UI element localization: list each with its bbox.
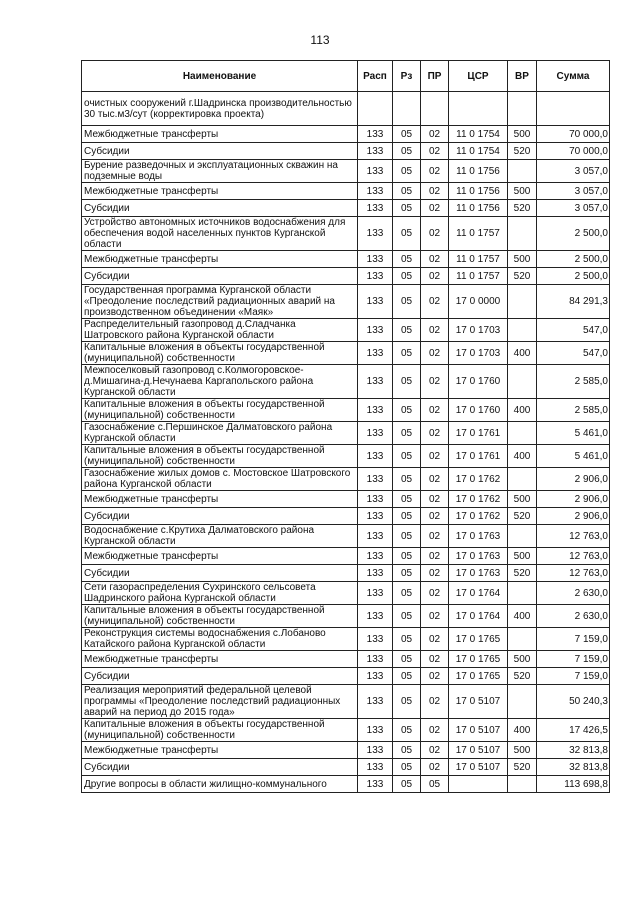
cell-sum: 2 906,0 (537, 508, 610, 525)
cell-rz: 05 (393, 251, 421, 268)
budget-table (81, 60, 610, 793)
table-row (82, 605, 610, 628)
cell-rasp: 133 (358, 445, 393, 468)
cell-name: Государственная программа Курганской области «Преодоление последствий радиационных аварий на производственном объединении «Маяк» (82, 285, 358, 319)
cell-pr: 02 (421, 508, 449, 525)
table-row (82, 668, 610, 685)
table-row (82, 548, 610, 565)
cell-pr: 02 (421, 268, 449, 285)
header-vr: ВР (508, 61, 537, 92)
cell-pr: 02 (421, 491, 449, 508)
cell-rasp: 133 (358, 342, 393, 365)
cell-csr (449, 92, 508, 126)
cell-sum: 2 585,0 (537, 365, 610, 399)
cell-csr: 11 0 1756 (449, 200, 508, 217)
cell-sum: 2 585,0 (537, 399, 610, 422)
cell-csr: 17 0 1760 (449, 399, 508, 422)
cell-csr: 17 0 1760 (449, 365, 508, 399)
cell-sum: 12 763,0 (537, 525, 610, 548)
cell-rasp: 133 (358, 251, 393, 268)
cell-vr: 520 (508, 668, 537, 685)
cell-pr: 02 (421, 719, 449, 742)
cell-vr (508, 422, 537, 445)
cell-sum: 7 159,0 (537, 668, 610, 685)
table-row (82, 776, 610, 793)
cell-pr: 02 (421, 582, 449, 605)
table-row (82, 422, 610, 445)
cell-rasp: 133 (358, 399, 393, 422)
cell-name: Межбюджетные трансферты (82, 183, 358, 200)
cell-rasp: 133 (358, 491, 393, 508)
cell-name: Субсидии (82, 565, 358, 582)
cell-sum: 32 813,8 (537, 742, 610, 759)
cell-rz: 05 (393, 742, 421, 759)
cell-rz: 05 (393, 160, 421, 183)
cell-rasp: 133 (358, 268, 393, 285)
table-row (82, 685, 610, 719)
cell-sum: 84 291,3 (537, 285, 610, 319)
cell-rz: 05 (393, 342, 421, 365)
cell-vr: 520 (508, 508, 537, 525)
cell-pr: 05 (421, 776, 449, 793)
table-row (82, 525, 610, 548)
cell-csr: 11 0 1754 (449, 143, 508, 160)
header-rz: Рз (393, 61, 421, 92)
cell-vr: 520 (508, 565, 537, 582)
cell-vr (508, 365, 537, 399)
cell-rz: 05 (393, 651, 421, 668)
cell-name: Сети газораспределения Сухринского сельсовета Шадринского района Курганской области (82, 582, 358, 605)
cell-sum: 12 763,0 (537, 565, 610, 582)
cell-rasp: 133 (358, 719, 393, 742)
table-row (82, 582, 610, 605)
cell-pr: 02 (421, 342, 449, 365)
cell-rz: 05 (393, 200, 421, 217)
cell-rz: 05 (393, 445, 421, 468)
cell-name: Межбюджетные трансферты (82, 651, 358, 668)
cell-rz: 05 (393, 365, 421, 399)
cell-name: Субсидии (82, 759, 358, 776)
cell-sum: 2 500,0 (537, 251, 610, 268)
cell-pr: 02 (421, 399, 449, 422)
cell-name: Межбюджетные трансферты (82, 126, 358, 143)
cell-pr: 02 (421, 183, 449, 200)
cell-vr: 400 (508, 605, 537, 628)
cell-vr (508, 685, 537, 719)
cell-vr: 400 (508, 399, 537, 422)
cell-vr (508, 160, 537, 183)
cell-sum: 5 461,0 (537, 445, 610, 468)
cell-sum (537, 92, 610, 126)
cell-csr: 17 0 1761 (449, 422, 508, 445)
table-row (82, 759, 610, 776)
cell-sum: 2 500,0 (537, 268, 610, 285)
cell-sum: 70 000,0 (537, 143, 610, 160)
table-row (82, 719, 610, 742)
cell-sum: 2 906,0 (537, 491, 610, 508)
cell-name: Субсидии (82, 268, 358, 285)
cell-csr: 11 0 1757 (449, 251, 508, 268)
page-number: 113 (310, 33, 330, 47)
cell-sum: 2 906,0 (537, 468, 610, 491)
cell-rz: 05 (393, 565, 421, 582)
cell-rasp (358, 92, 393, 126)
cell-vr: 500 (508, 651, 537, 668)
table-row (82, 651, 610, 668)
cell-vr: 400 (508, 445, 537, 468)
cell-rz: 05 (393, 776, 421, 793)
table-row (82, 183, 610, 200)
cell-vr: 520 (508, 268, 537, 285)
cell-vr: 500 (508, 251, 537, 268)
cell-rasp: 133 (358, 319, 393, 342)
cell-pr: 02 (421, 285, 449, 319)
cell-rasp: 133 (358, 651, 393, 668)
cell-vr: 520 (508, 143, 537, 160)
cell-pr (421, 92, 449, 126)
cell-sum: 70 000,0 (537, 126, 610, 143)
cell-pr: 02 (421, 445, 449, 468)
cell-rasp: 133 (358, 143, 393, 160)
cell-rasp: 133 (358, 126, 393, 143)
cell-name: Субсидии (82, 143, 358, 160)
cell-rasp: 133 (358, 468, 393, 491)
header-rasp: Расп (358, 61, 393, 92)
cell-rasp: 133 (358, 160, 393, 183)
table-row (82, 491, 610, 508)
cell-csr: 11 0 1757 (449, 217, 508, 251)
cell-vr: 500 (508, 183, 537, 200)
header-sum: Сумма (537, 61, 610, 92)
cell-pr: 02 (421, 548, 449, 565)
cell-sum: 547,0 (537, 342, 610, 365)
table-row (82, 508, 610, 525)
table-header-row (82, 61, 610, 92)
table-row (82, 126, 610, 143)
cell-rz: 05 (393, 719, 421, 742)
cell-csr: 17 0 1761 (449, 445, 508, 468)
table-row (82, 160, 610, 183)
table-row (82, 399, 610, 422)
table-row (82, 365, 610, 399)
cell-csr: 17 0 5107 (449, 742, 508, 759)
cell-rasp: 133 (358, 668, 393, 685)
cell-csr: 17 0 1765 (449, 628, 508, 651)
cell-name: Межбюджетные трансферты (82, 548, 358, 565)
cell-rz: 05 (393, 217, 421, 251)
cell-name: Субсидии (82, 508, 358, 525)
cell-pr: 02 (421, 628, 449, 651)
cell-csr: 17 0 5107 (449, 719, 508, 742)
cell-rz: 05 (393, 582, 421, 605)
cell-rasp: 133 (358, 365, 393, 399)
cell-csr: 17 0 1764 (449, 582, 508, 605)
cell-csr (449, 776, 508, 793)
cell-pr: 02 (421, 759, 449, 776)
header-pr: ПР (421, 61, 449, 92)
table-row (82, 342, 610, 365)
cell-rasp: 133 (358, 565, 393, 582)
cell-rasp: 133 (358, 685, 393, 719)
cell-sum: 113 698,8 (537, 776, 610, 793)
cell-rz: 05 (393, 143, 421, 160)
cell-sum: 3 057,0 (537, 183, 610, 200)
cell-csr: 17 0 1763 (449, 525, 508, 548)
cell-rasp: 133 (358, 628, 393, 651)
cell-rz: 05 (393, 491, 421, 508)
cell-name: Устройство автономных источников водоснабжения для обеспечения водой населенных пунктов Курганской области (82, 217, 358, 251)
cell-csr: 17 0 1703 (449, 342, 508, 365)
cell-rz: 05 (393, 668, 421, 685)
cell-sum: 7 159,0 (537, 651, 610, 668)
cell-csr: 17 0 1703 (449, 319, 508, 342)
cell-name: Капитальные вложения в объекты государственной (муниципальной) собственности (82, 719, 358, 742)
cell-name: Межбюджетные трансферты (82, 491, 358, 508)
table-row (82, 217, 610, 251)
cell-name: очистных сооружений г.Шадринска производительностью 30 тыс.м3/сут (корректировка проекта) (82, 92, 358, 126)
cell-vr (508, 628, 537, 651)
table-row (82, 628, 610, 651)
cell-name: Межбюджетные трансферты (82, 742, 358, 759)
cell-csr: 17 0 1765 (449, 651, 508, 668)
cell-rasp: 133 (358, 525, 393, 548)
cell-csr: 17 0 5107 (449, 685, 508, 719)
table-row (82, 268, 610, 285)
cell-rasp: 133 (358, 742, 393, 759)
cell-rz: 05 (393, 525, 421, 548)
cell-sum: 32 813,8 (537, 759, 610, 776)
cell-rasp: 133 (358, 582, 393, 605)
cell-name: Другие вопросы в области жилищно-коммунального (82, 776, 358, 793)
cell-rz: 05 (393, 183, 421, 200)
cell-pr: 02 (421, 422, 449, 445)
cell-pr: 02 (421, 251, 449, 268)
cell-vr (508, 525, 537, 548)
cell-rz: 05 (393, 685, 421, 719)
cell-pr: 02 (421, 668, 449, 685)
cell-vr (508, 92, 537, 126)
cell-rasp: 133 (358, 548, 393, 565)
cell-name: Капитальные вложения в объекты государственной (муниципальной) собственности (82, 342, 358, 365)
cell-pr: 02 (421, 365, 449, 399)
cell-vr: 500 (508, 742, 537, 759)
cell-rasp: 133 (358, 422, 393, 445)
cell-name: Реконструкция системы водоснабжения с.Лобаново Катайского района Курганской области (82, 628, 358, 651)
cell-pr: 02 (421, 565, 449, 582)
cell-rz: 05 (393, 759, 421, 776)
cell-sum: 2 500,0 (537, 217, 610, 251)
cell-vr (508, 285, 537, 319)
cell-pr: 02 (421, 742, 449, 759)
cell-pr: 02 (421, 319, 449, 342)
cell-rasp: 133 (358, 605, 393, 628)
cell-csr: 17 0 0000 (449, 285, 508, 319)
cell-rasp: 133 (358, 759, 393, 776)
cell-sum: 547,0 (537, 319, 610, 342)
table-row (82, 445, 610, 468)
cell-sum: 2 630,0 (537, 605, 610, 628)
cell-name: Субсидии (82, 200, 358, 217)
cell-vr: 520 (508, 200, 537, 217)
cell-name: Бурение разведочных и эксплуатационных скважин на подземные воды (82, 160, 358, 183)
cell-pr: 02 (421, 200, 449, 217)
header-csr: ЦСР (449, 61, 508, 92)
cell-csr: 17 0 1763 (449, 565, 508, 582)
table-row (82, 319, 610, 342)
cell-vr: 520 (508, 759, 537, 776)
table-row (82, 143, 610, 160)
cell-pr: 02 (421, 126, 449, 143)
cell-sum: 2 630,0 (537, 582, 610, 605)
cell-csr: 11 0 1757 (449, 268, 508, 285)
cell-pr: 02 (421, 651, 449, 668)
cell-rz: 05 (393, 548, 421, 565)
cell-rasp: 133 (358, 200, 393, 217)
cell-csr: 11 0 1756 (449, 160, 508, 183)
cell-csr: 17 0 1765 (449, 668, 508, 685)
cell-rasp: 133 (358, 183, 393, 200)
cell-name: Межбюджетные трансферты (82, 251, 358, 268)
cell-pr: 02 (421, 525, 449, 548)
cell-name: Капитальные вложения в объекты государственной (муниципальной) собственности (82, 445, 358, 468)
header-name: Наименование (82, 61, 358, 92)
cell-rasp: 133 (358, 776, 393, 793)
cell-rz: 05 (393, 605, 421, 628)
table-row (82, 742, 610, 759)
cell-csr: 17 0 1763 (449, 548, 508, 565)
cell-vr: 500 (508, 126, 537, 143)
cell-vr (508, 582, 537, 605)
cell-name: Реализация мероприятий федеральной целевой программы «Преодоление последствий радиационных аварий на период до 2015 года» (82, 685, 358, 719)
cell-rz (393, 92, 421, 126)
cell-csr: 17 0 1762 (449, 468, 508, 491)
cell-pr: 02 (421, 605, 449, 628)
cell-rz: 05 (393, 508, 421, 525)
cell-rasp: 133 (358, 508, 393, 525)
cell-vr (508, 319, 537, 342)
cell-rz: 05 (393, 399, 421, 422)
cell-vr: 500 (508, 491, 537, 508)
cell-rz: 05 (393, 422, 421, 445)
cell-rz: 05 (393, 285, 421, 319)
cell-vr: 400 (508, 342, 537, 365)
cell-vr (508, 217, 537, 251)
cell-name: Распределительный газопровод д.Сладчанка Шатровского района Курганской области (82, 319, 358, 342)
cell-rz: 05 (393, 126, 421, 143)
cell-sum: 12 763,0 (537, 548, 610, 565)
cell-csr: 17 0 1764 (449, 605, 508, 628)
cell-pr: 02 (421, 685, 449, 719)
cell-vr: 500 (508, 548, 537, 565)
cell-pr: 02 (421, 217, 449, 251)
cell-rasp: 133 (358, 217, 393, 251)
table-row (82, 200, 610, 217)
table-row (82, 251, 610, 268)
table-row (82, 565, 610, 582)
cell-rz: 05 (393, 268, 421, 285)
cell-csr: 17 0 1762 (449, 508, 508, 525)
cell-csr: 17 0 5107 (449, 759, 508, 776)
cell-name: Газоснабжение с.Першинское Далматовского района Курганской области (82, 422, 358, 445)
cell-vr (508, 468, 537, 491)
cell-name: Водоснабжение с.Крутиха Далматовского района Курганской области (82, 525, 358, 548)
cell-name: Субсидии (82, 668, 358, 685)
cell-sum: 50 240,3 (537, 685, 610, 719)
cell-name: Межпоселковый газопровод с.Колмогоровское-д.Мишагина-д.Нечунаева Каргапольского района Курганской области (82, 365, 358, 399)
cell-name: Капитальные вложения в объекты государственной (муниципальной) собственности (82, 399, 358, 422)
cell-csr: 17 0 1762 (449, 491, 508, 508)
table-row (82, 468, 610, 491)
cell-vr: 400 (508, 719, 537, 742)
table-row (82, 285, 610, 319)
cell-sum: 5 461,0 (537, 422, 610, 445)
cell-csr: 11 0 1754 (449, 126, 508, 143)
cell-sum: 3 057,0 (537, 200, 610, 217)
cell-pr: 02 (421, 468, 449, 491)
table-body (82, 92, 610, 793)
cell-rz: 05 (393, 628, 421, 651)
cell-sum: 7 159,0 (537, 628, 610, 651)
cell-name: Газоснабжение жилых домов с. Мостовское Шатровского района Курганской области (82, 468, 358, 491)
cell-pr: 02 (421, 143, 449, 160)
cell-pr: 02 (421, 160, 449, 183)
cell-rz: 05 (393, 468, 421, 491)
cell-rasp: 133 (358, 285, 393, 319)
table-row (82, 92, 610, 126)
cell-name: Капитальные вложения в объекты государственной (муниципальной) собственности (82, 605, 358, 628)
cell-sum: 3 057,0 (537, 160, 610, 183)
cell-vr (508, 776, 537, 793)
cell-rz: 05 (393, 319, 421, 342)
cell-csr: 11 0 1756 (449, 183, 508, 200)
cell-sum: 17 426,5 (537, 719, 610, 742)
